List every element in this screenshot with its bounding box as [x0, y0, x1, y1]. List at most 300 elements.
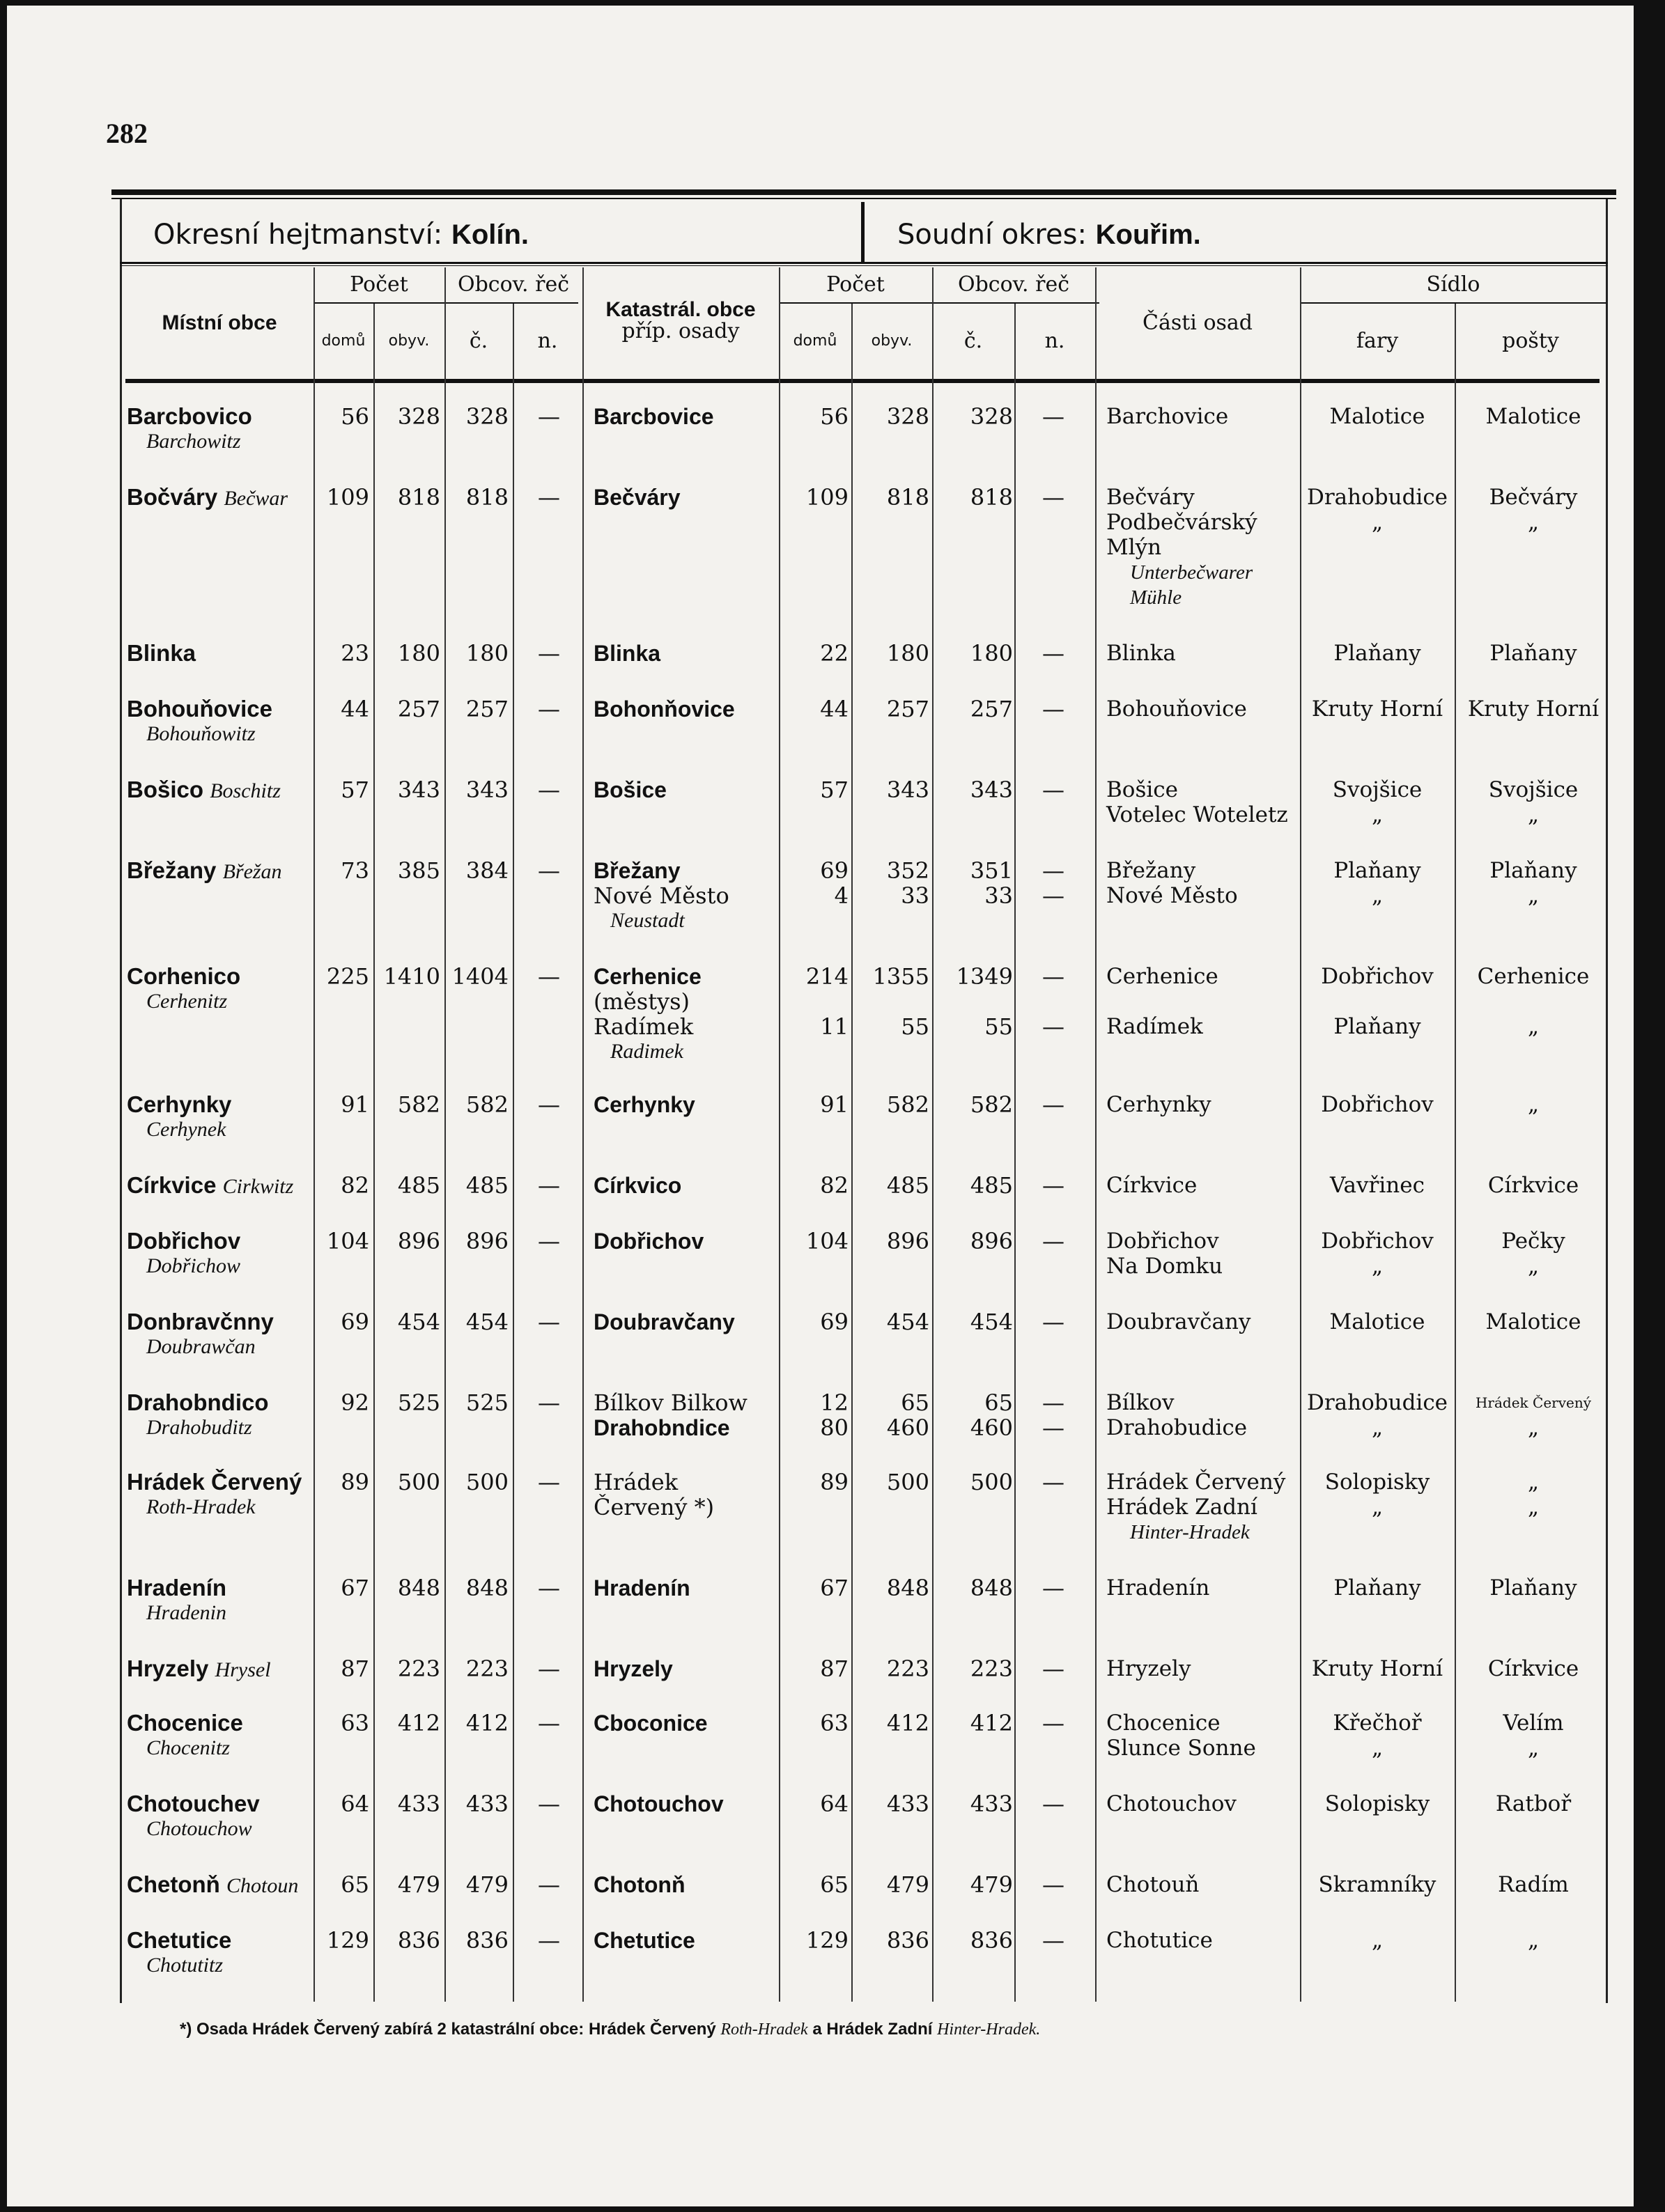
houses-count: 91: [341, 1091, 369, 1118]
cadastral-houses: [779, 1656, 849, 1681]
place-name: [127, 1711, 243, 1761]
population-count: 412: [397, 1710, 440, 1736]
parish-seat-value: Skramníky: [1318, 1872, 1436, 1897]
cadastral-list: [594, 1656, 775, 1681]
cadastral-name: Červený *): [594, 1494, 715, 1520]
cadastral-german: [1019, 858, 1088, 908]
cadastral-german: [1019, 1470, 1088, 1495]
german-speakers: —: [538, 963, 560, 990]
cadastral-list: [594, 485, 775, 510]
parish-seat-value: „: [1371, 883, 1384, 908]
parish-seat: [1301, 404, 1453, 429]
col-domu2: domů: [793, 332, 837, 350]
settlement-part: Hradenín: [1106, 1575, 1210, 1600]
cadastral-czech-value: 343: [970, 777, 1013, 803]
footnote-lead: *) Osada Hrádek Červený zabírá 2 katastrální obce:: [180, 2020, 584, 2039]
settlement-part: Dobřichov: [1106, 1229, 1219, 1254]
cadastral-population: [857, 964, 929, 1039]
col-pocet2: Počet: [826, 272, 885, 297]
cadastral-houses-value: 69: [820, 857, 849, 884]
cadastral-population: [857, 777, 929, 802]
col-fary: fary: [1356, 329, 1399, 354]
houses-count: 104: [326, 1228, 369, 1254]
post-office-seat: [1457, 1928, 1609, 1953]
cadastral-population-value: 55: [901, 1013, 929, 1040]
czech-speakers: 412: [465, 1710, 509, 1736]
houses-count: 82: [341, 1172, 369, 1199]
post-office-seat: [1457, 641, 1609, 666]
cadastral-german-value: —: [1042, 1575, 1064, 1601]
place-name-german: Bohouňowitz: [146, 722, 256, 745]
parish-seat-value: Drahobudice: [1306, 485, 1448, 510]
settlement-parts: [1106, 1092, 1301, 1117]
cadastral-name: Hryzely: [594, 1656, 673, 1681]
settlement-part: [1106, 989, 1301, 1014]
post-office-seat: [1457, 1575, 1609, 1600]
cadastral-czech: [936, 1928, 1013, 1953]
post-office-value: „: [1527, 1736, 1540, 1761]
german-speakers: —: [538, 484, 560, 511]
parish-seat-value: Svojšice: [1332, 777, 1423, 802]
cadastral-population-value: 180: [886, 640, 929, 667]
cadastral-german-value: —: [1042, 882, 1064, 909]
col-casti: Části osad: [1143, 311, 1253, 336]
houses-count: 23: [341, 640, 369, 667]
place-name: [127, 858, 282, 885]
houses-count: 57: [341, 777, 369, 803]
settlement-part: Nové Město: [1106, 883, 1238, 908]
cadastral-czech-value: 500: [970, 1469, 1013, 1495]
post-office-value: Cerhenice: [1477, 964, 1590, 989]
cadastral-german: [1019, 1872, 1088, 1897]
german-speakers: —: [538, 857, 560, 884]
german-speakers: —: [538, 696, 560, 722]
col-line: [1014, 304, 1016, 2002]
col-katastral-line2: příp. osady: [621, 319, 740, 343]
settlement-part: Votelec Woteletz: [1106, 802, 1288, 827]
cadastral-czech: [936, 1872, 1013, 1897]
cadastral-german: [1019, 1791, 1088, 1816]
czech-speakers: 848: [465, 1575, 509, 1601]
parish-seat-value: Dobřichov: [1321, 1229, 1434, 1254]
cadastral-population: [857, 858, 929, 908]
parish-seat-value: „: [1371, 510, 1384, 535]
cadastral-population: [857, 1470, 929, 1495]
parish-seat-value: Dobřichov: [1321, 964, 1434, 989]
parish-seat: [1301, 1575, 1453, 1600]
population-count: 896: [397, 1228, 440, 1254]
cadastral-german: [1019, 1390, 1088, 1440]
cadastral-population-value: 257: [886, 696, 929, 722]
cadastral-houses: [779, 858, 849, 908]
houses-count: 44: [341, 696, 369, 722]
post-office-seat: [1457, 696, 1609, 722]
cadastral-population: [857, 1711, 929, 1736]
cadastral-population: [857, 1229, 929, 1254]
post-office-value: Bečváry: [1489, 485, 1578, 510]
cadastral-german-value: —: [1042, 1656, 1064, 1682]
cadastral-german-value: —: [1042, 777, 1064, 803]
col-line: [513, 304, 514, 2002]
cadastral-czech-value: 582: [970, 1091, 1013, 1118]
col-c: č.: [469, 329, 488, 354]
place-name: [127, 485, 288, 511]
place-name-german: Cerhenitz: [146, 990, 228, 1013]
czech-speakers: 525: [465, 1389, 509, 1416]
population-count: 343: [397, 777, 440, 803]
col-line: [313, 267, 315, 2002]
place-name-text: Bočváry: [127, 484, 218, 510]
parish-seat-value: Křečhoř: [1333, 1711, 1422, 1736]
cadastral-german: [1019, 777, 1088, 802]
cadastral-list: [594, 696, 775, 722]
parish-seat-value: „: [1371, 1928, 1384, 1953]
cadastral-name: Drahobndice: [594, 1415, 730, 1440]
place-name-german: Dobřichow: [146, 1254, 240, 1277]
cadastral-population-value: 1355: [872, 963, 929, 990]
cadastral-houses-value: [779, 989, 849, 1014]
place-name-german: Břežan: [222, 860, 282, 883]
place-name-text: Barcbovico: [127, 403, 252, 429]
district-label: Okresní hejtmanství:: [153, 219, 443, 251]
post-office-seat: [1457, 858, 1609, 908]
cadastral-name: Nové Město: [594, 882, 729, 909]
population-count: 385: [397, 857, 440, 884]
post-office-value: „: [1527, 883, 1540, 908]
cadastral-population-value: 479: [886, 1871, 929, 1898]
header-bottom-rule: [125, 379, 1600, 383]
cadastral-houses: [779, 696, 849, 722]
cadastral-population: [857, 404, 929, 429]
cadastral-german-value: —: [1042, 484, 1064, 511]
population-count: 454: [397, 1309, 440, 1335]
parish-seat: [1301, 964, 1453, 1039]
cadastral-czech: [936, 858, 1013, 908]
cadastral-german-value: —: [1042, 1309, 1064, 1335]
place-name: [127, 1309, 274, 1360]
cadastral-german-value: —: [1042, 963, 1064, 990]
settlement-part: Mlýn: [1106, 535, 1162, 560]
post-office-value: „: [1527, 1470, 1540, 1495]
place-name-text: Donbravčnny: [127, 1309, 274, 1334]
cadastral-czech-value: 896: [970, 1228, 1013, 1254]
cadastral-population: [857, 1309, 929, 1334]
cadastral-population-value: 582: [886, 1091, 929, 1118]
col-obyv: obyv.: [388, 332, 430, 350]
settlement-parts: [1106, 641, 1301, 666]
col-line: [373, 304, 375, 2002]
parish-seat-value: Plaňany: [1333, 1575, 1421, 1600]
place-name-german: Bečwar: [224, 487, 288, 510]
col-obcov-rec: Obcov. řeč: [457, 272, 570, 297]
cadastral-czech: [936, 1656, 1013, 1681]
czech-speakers: 818: [465, 484, 509, 511]
cadastral-houses: [779, 1928, 849, 1953]
parish-seat: [1301, 1229, 1453, 1279]
parish-seat-value: Solopisky: [1324, 1470, 1430, 1495]
population-count: 223: [397, 1656, 440, 1682]
col-sidlo: Sídlo: [1426, 272, 1480, 297]
settlement-part: Na Domku: [1106, 1254, 1223, 1279]
cadastral-houses: [779, 1229, 849, 1254]
german-speakers: —: [538, 1656, 560, 1682]
col-obcov-rec2: Obcov. řeč: [957, 272, 1070, 297]
post-office-seat: [1457, 964, 1609, 1039]
place-name-german: Doubrawčan: [146, 1335, 256, 1358]
col-obyv2: obyv.: [871, 332, 913, 350]
cadastral-czech: [936, 777, 1013, 802]
population-count: 328: [397, 403, 440, 430]
cadastral-population: [857, 1791, 929, 1816]
settlement-parts: [1106, 485, 1301, 610]
place-name: [127, 964, 240, 1014]
col-line: [444, 267, 446, 2002]
cadastral-german-value: —: [1042, 1710, 1064, 1736]
page-number: 282: [106, 118, 148, 149]
cadastral-name: Radímek: [594, 1013, 694, 1040]
population-count: 818: [397, 484, 440, 511]
german-speakers: —: [538, 1172, 560, 1199]
cadastral-german-value: —: [1042, 1871, 1064, 1898]
place-name: [127, 1470, 302, 1520]
post-office-value: Plaňany: [1489, 641, 1577, 666]
frame-left: [120, 199, 122, 2003]
cadastral-houses: [779, 964, 849, 1039]
place-name-german: Roth-Hradek: [146, 1495, 256, 1518]
cadastral-name: (městys): [594, 988, 690, 1015]
district-value: Kolín.: [451, 219, 529, 250]
parish-seat: [1301, 1928, 1453, 1953]
parish-seat-value: Malotice: [1329, 404, 1425, 429]
settlement-parts: [1106, 1711, 1301, 1761]
cadastral-population: [857, 485, 929, 510]
czech-speakers: 485: [465, 1172, 509, 1199]
cadastral-german: [1019, 1575, 1088, 1600]
post-office-value: Radím: [1498, 1872, 1569, 1897]
cadastral-german-value: —: [1042, 1469, 1064, 1495]
cadastral-czech-value: 180: [970, 640, 1013, 667]
cadastral-houses: [779, 1309, 849, 1334]
parish-seat-value: „: [1371, 1415, 1384, 1440]
cadastral-list: [594, 777, 775, 802]
cadastral-german-value: [1019, 989, 1088, 1014]
court-header: [897, 210, 1201, 259]
parish-seat: [1301, 1872, 1453, 1897]
cadastral-houses-value: 214: [805, 963, 849, 990]
post-office-seat: [1457, 1791, 1609, 1816]
footnote: [180, 2020, 1040, 2039]
col-n: n.: [537, 329, 558, 354]
cadastral-czech: [936, 1470, 1013, 1495]
parish-seat-value: Kruty Horní: [1311, 696, 1443, 722]
german-speakers: —: [538, 403, 560, 430]
place-name-german: Boschitz: [210, 779, 281, 802]
settlement-parts: [1106, 1575, 1301, 1600]
parish-seat: [1301, 1092, 1453, 1117]
parish-seat: [1301, 1656, 1453, 1681]
cadastral-german-value: —: [1042, 1172, 1064, 1199]
post-office-seat: [1457, 1390, 1609, 1440]
cadastral-houses-value: 109: [805, 484, 849, 511]
post-office-seat: [1457, 404, 1609, 429]
place-name: [127, 1791, 260, 1841]
settlement-part: Hrádek Červený: [1106, 1470, 1286, 1495]
cadastral-name: Hradenín: [594, 1575, 690, 1600]
cadastral-name: Cerhynky: [594, 1092, 695, 1117]
cadastral-houses-value: 65: [820, 1871, 849, 1898]
cadastral-czech-value: 328: [970, 403, 1013, 430]
czech-speakers: 180: [465, 640, 509, 667]
post-office-seat: [1457, 1872, 1609, 1897]
col-posty: pošty: [1502, 329, 1559, 354]
cadastral-population: [857, 1575, 929, 1600]
place-name-german: Barchowitz: [146, 430, 241, 453]
cadastral-german-value: —: [1042, 1091, 1064, 1118]
cadastral-name: Chotouchov: [594, 1791, 724, 1816]
cadastral-german-value: —: [1042, 1389, 1064, 1416]
district-header: [153, 210, 529, 259]
settlement-part: Chotutice: [1106, 1928, 1213, 1953]
cadastral-czech-value: 223: [970, 1656, 1013, 1682]
czech-speakers: 479: [465, 1871, 509, 1898]
cadastral-list: [594, 1229, 775, 1254]
court-value: Kouřim.: [1095, 219, 1201, 250]
cadastral-houses-value: 129: [805, 1927, 849, 1954]
czech-speakers: 896: [465, 1228, 509, 1254]
place-name-text: Chocenice: [127, 1710, 243, 1736]
place-name: [127, 1173, 293, 1199]
cadastral-houses-value: 22: [820, 640, 849, 667]
place-name-text: Corhenico: [127, 963, 241, 989]
cadastral-name: Cerhenice: [594, 964, 702, 989]
settlement-parts: [1106, 404, 1301, 429]
place-name: [127, 696, 272, 747]
cadastral-houses-value: 87: [820, 1656, 849, 1682]
cadastral-list: [594, 964, 775, 1064]
population-count: 180: [397, 640, 440, 667]
settlement-parts: [1106, 964, 1301, 1039]
cadastral-population: [857, 1173, 929, 1198]
place-name: [127, 1656, 271, 1683]
col-katastral-line1: Katastrál. obce: [605, 297, 756, 321]
settlement-part: Radímek: [1106, 1014, 1203, 1039]
post-office-value: „: [1527, 1254, 1540, 1279]
cadastral-houses-value: 63: [820, 1710, 849, 1736]
czech-speakers: 1404: [451, 963, 509, 990]
cadastral-czech-value: 55: [984, 1013, 1013, 1040]
parish-seat-value: „: [1371, 1254, 1384, 1279]
cadastral-population-value: 352: [886, 857, 929, 884]
place-name-text: Drahobndico: [127, 1389, 269, 1415]
post-office-value: „: [1527, 1495, 1540, 1520]
col-mistni-obce: Místní obce: [162, 311, 277, 335]
cadastral-houses-value: 82: [820, 1172, 849, 1199]
population-count: 257: [397, 696, 440, 722]
settlement-parts: [1106, 696, 1301, 722]
czech-speakers: 433: [465, 1791, 509, 1817]
cadastral-czech-value: 257: [970, 696, 1013, 722]
settlement-part: Chotouchov: [1106, 1791, 1237, 1816]
cadastral-german-value: —: [1042, 857, 1064, 884]
col-line: [779, 267, 780, 2002]
place-name-text: Hradenín: [127, 1575, 227, 1600]
houses-count: 69: [341, 1309, 369, 1335]
cadastral-population-value: 454: [886, 1309, 929, 1335]
population-count: 500: [397, 1469, 440, 1495]
footnote-a-bold: Hrádek Červený: [588, 2020, 716, 2039]
cadastral-list: [594, 1928, 775, 1953]
post-office-value: „: [1527, 510, 1540, 535]
parish-seat: [1301, 1390, 1453, 1440]
cadastral-population-value: 343: [886, 777, 929, 803]
cadastral-czech-value: 433: [970, 1791, 1013, 1817]
cadastral-houses-value: 57: [820, 777, 849, 803]
german-speakers: —: [538, 1469, 560, 1495]
german-speakers: —: [538, 1791, 560, 1817]
cadastral-name: Chetutice: [594, 1928, 695, 1953]
cadastral-czech-value: 454: [970, 1309, 1013, 1335]
parish-seat-value: „: [1371, 1736, 1384, 1761]
place-name-text: Chetutice: [127, 1927, 232, 1953]
cadastral-houses-value: 91: [820, 1091, 849, 1118]
col-n2: n.: [1044, 329, 1065, 354]
settlement-parts: [1106, 1872, 1301, 1897]
settlement-part: Cerhynky: [1106, 1092, 1211, 1117]
cadastral-houses: [779, 1092, 849, 1117]
cadastral-houses-value: 64: [820, 1791, 849, 1817]
post-office-seat: [1457, 1173, 1609, 1198]
settlement-part: Podbečvárský: [1106, 510, 1257, 535]
german-speakers: —: [538, 640, 560, 667]
czech-speakers: 343: [465, 777, 509, 803]
cadastral-houses-value: 11: [820, 1013, 849, 1040]
post-office-value: Plaňany: [1489, 858, 1577, 883]
parish-seat-value: „: [1371, 802, 1384, 827]
cadastral-population-value: 65: [901, 1389, 929, 1416]
footnote-b-bold: Hrádek Zadní: [826, 2020, 933, 2039]
settlement-part: Slunce Sonne: [1106, 1736, 1256, 1761]
settlement-part: Drahobudice: [1106, 1415, 1248, 1440]
german-speakers: —: [538, 1710, 560, 1736]
header-rule-thin: [120, 265, 1608, 266]
german-speakers: —: [538, 777, 560, 803]
col-line: [1095, 267, 1097, 2002]
cadastral-german: [1019, 641, 1088, 666]
cadastral-name: Břežany: [594, 858, 681, 883]
place-name-german: Hradenin: [146, 1601, 226, 1624]
place-name-text: Bošico: [127, 777, 204, 802]
parish-seat: [1301, 1711, 1453, 1761]
houses-count: 73: [341, 857, 369, 884]
cadastral-population: [857, 1872, 929, 1897]
col-line: [582, 267, 584, 2002]
settlement-part: Blinka: [1106, 641, 1176, 666]
col-domu: domů: [321, 332, 366, 350]
cadastral-houses: [779, 641, 849, 666]
cadastral-czech: [936, 696, 1013, 722]
parish-seat-value: [1301, 989, 1453, 1014]
place-name-text: Cerhynky: [127, 1091, 232, 1117]
cadastral-houses-value: 44: [820, 696, 849, 722]
settlement-part: Chocenice: [1106, 1711, 1221, 1736]
cadastral-houses-value: 104: [805, 1228, 849, 1254]
houses-count: 64: [341, 1791, 369, 1817]
parish-seat: [1301, 1173, 1453, 1198]
post-office-value: [1457, 989, 1609, 1014]
place-name-german: Cirkwitz: [222, 1175, 294, 1198]
cadastral-german: [1019, 485, 1088, 510]
houses-count: 129: [326, 1927, 369, 1954]
